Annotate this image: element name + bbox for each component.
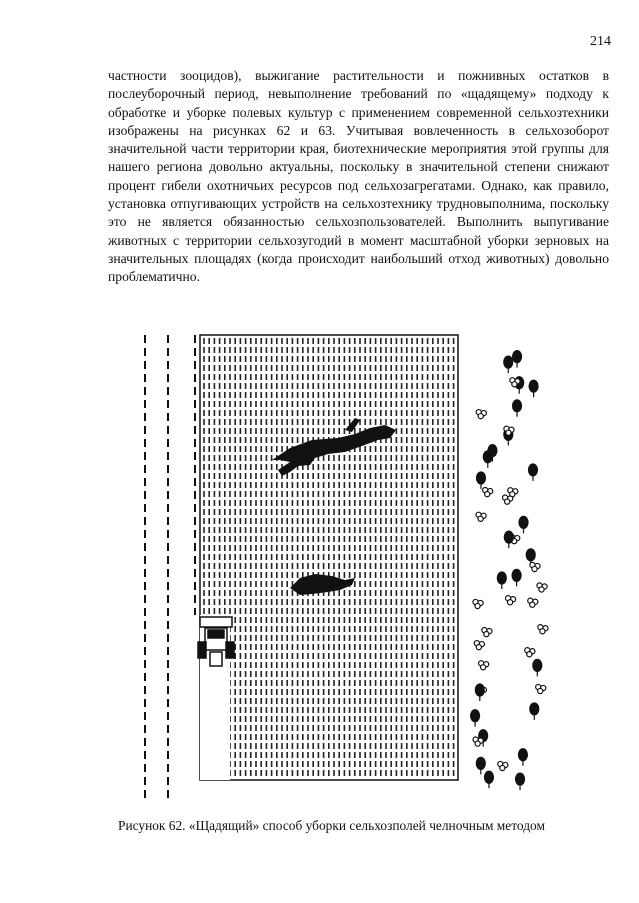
tree-icon (530, 703, 539, 720)
tree-icon (518, 749, 527, 766)
bush-icon (525, 648, 535, 657)
tree-icon (533, 659, 542, 676)
bush-icon (508, 488, 518, 497)
bush-icon (476, 410, 486, 419)
tree-icon (529, 380, 538, 397)
page-number: 214 (590, 34, 611, 49)
tree-icon (516, 773, 525, 790)
tree-icon (497, 572, 506, 589)
tree-icon (471, 710, 480, 727)
bush-icon (505, 596, 515, 605)
bush-icon (483, 488, 493, 497)
tree-icon (528, 464, 537, 481)
bush-icon (476, 512, 486, 521)
bush-icon (473, 737, 483, 746)
figure-62-diagram (140, 330, 560, 800)
tree-icon (513, 351, 522, 368)
bush-icon (503, 495, 513, 504)
forest-edge (471, 351, 548, 791)
bush-icon (536, 684, 546, 693)
body-paragraph: частности зооцидов), выжигание растительности и пожнивных остатков в послеуборочный период, невыполнение требований по «щадящему» подходу к обработке и уборке полевых культур с применением современной сельхозтехники изображены на рисунках 62 и 63. Учитывая вовлеченность в сельхозоборот значительной части территории края, биотехнические мероприятия этой группы для нашего региона довольно актуальны, поскольку в значительной степени снижают процент гибели охотничьих ресурсов под сельхозагрегатами. Однако, как правило, установка отпугивающих устройств на сельхозтехнику трудновыполнима, поскольку это не является обязанностью сельхозпользователей. Выполнить выпугивание животных с территории сельхозугодий в момент масштабной уборки зерновых на значительных площадях (когда происходит наибольший отход животных) довольно проблематично. (108, 68, 609, 285)
tree-icon (476, 757, 485, 774)
bush-icon (479, 661, 489, 670)
figure-caption: Рисунок 62. «Щадящий» способ уборки сельхозполей челночным методом (118, 818, 545, 833)
bush-icon (498, 761, 508, 770)
bush-icon (530, 562, 540, 571)
tree-icon (475, 684, 484, 701)
bush-icon (482, 628, 492, 637)
tree-icon (484, 771, 493, 788)
tree-icon (504, 531, 513, 548)
bush-icon (538, 625, 548, 634)
tree-icon (512, 569, 521, 586)
tree-icon (504, 356, 513, 373)
bush-icon (473, 599, 483, 608)
harvester (198, 617, 234, 666)
road-lines (145, 335, 195, 798)
tree-icon (513, 400, 522, 417)
animal-silhouette (290, 574, 355, 595)
bush-icon (537, 583, 547, 592)
bush-icon (528, 598, 538, 607)
tree-icon (519, 516, 528, 533)
bush-icon (474, 641, 484, 650)
tree-icon (476, 472, 485, 489)
